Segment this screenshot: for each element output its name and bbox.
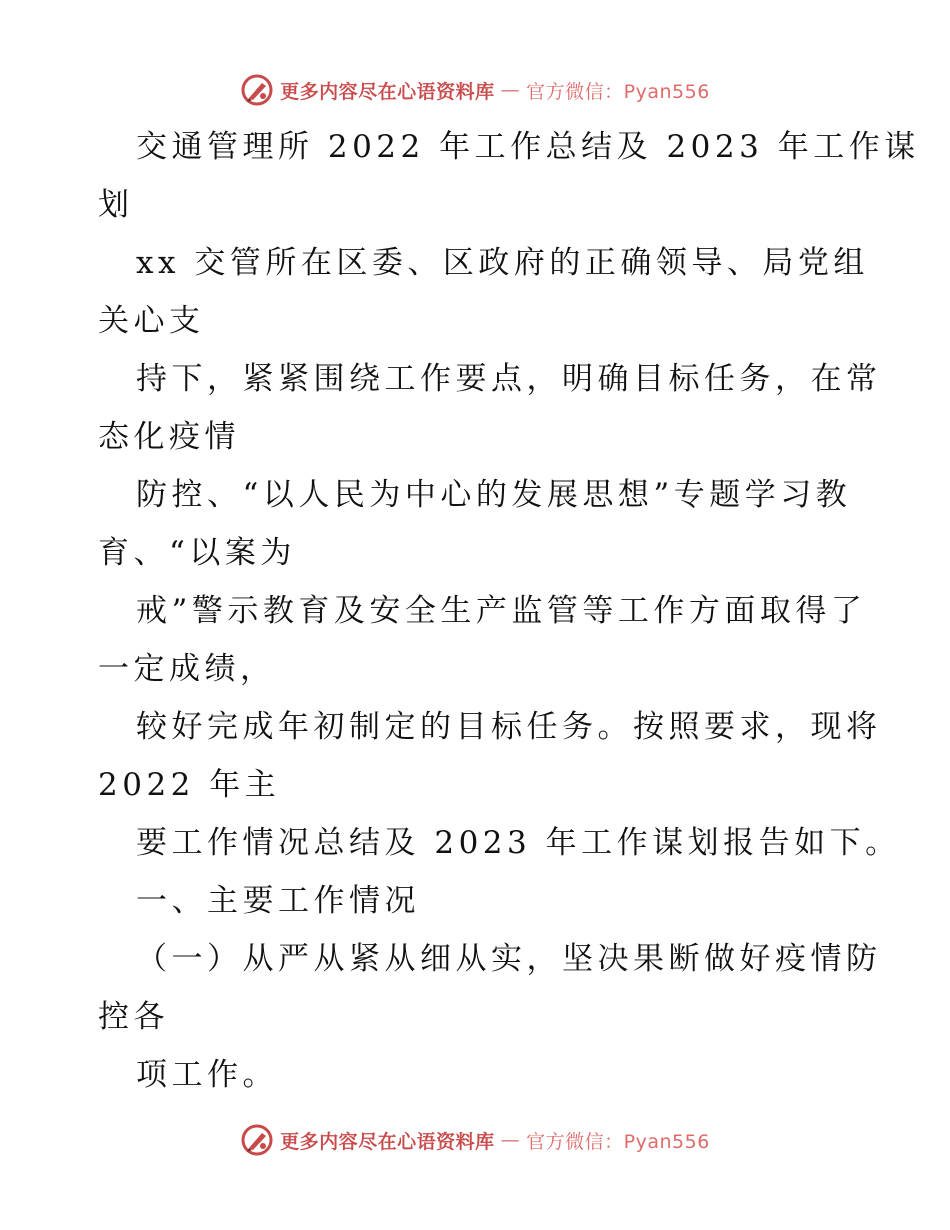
document-line: 一定成绩， (98, 651, 276, 687)
pen-circle-icon (240, 73, 274, 107)
document-line: 较好完成年初制定的目标任务。按照要求，现将 (136, 709, 882, 745)
header-watermark-banner (0, 70, 950, 110)
document-line: 一、主要工作情况 (136, 883, 420, 919)
document-line: 关心支 (98, 303, 205, 339)
banner-site-text: 更多内容尽在心语资料库 (280, 80, 495, 103)
footer-watermark-banner (0, 1120, 950, 1160)
banner-contact-text: 官方微信：Pyan556 (526, 80, 710, 103)
document-line: 要工作情况总结及 2023 年工作谋划报告如下。 (136, 825, 901, 861)
document-body (98, 118, 920, 1104)
document-line: 控各 (98, 999, 169, 1035)
document-line: 持下，紧紧围绕工作要点，明确目标任务，在常 (136, 361, 882, 397)
banner-site-text: 更多内容尽在心语资料库 (280, 1130, 495, 1153)
document-line: 戒”警示教育及安全生产监管等工作方面取得了 (136, 593, 867, 629)
document-line: 防控、“以人民为中心的发展思想”专题学习教 (136, 477, 852, 513)
document-line: 2022 年主 (98, 767, 281, 803)
pen-circle-icon (240, 1123, 274, 1157)
document-line: 态化疫情 (98, 419, 240, 455)
document-line: 交通管理所 2022 年工作总结及 2023 年工作谋 (136, 129, 920, 165)
document-line: 划 (98, 187, 134, 223)
banner-separator: — (500, 79, 521, 101)
document-line: 项工作。 (136, 1057, 278, 1093)
banner-contact-text: 官方微信：Pyan556 (526, 1130, 710, 1153)
document-line: （一）从严从紧从细从实，坚决果断做好疫情防 (136, 941, 882, 977)
document-line: 育、“以案为 (98, 535, 296, 571)
document-line: xx 交管所在区委、区政府的正确领导、局党组 (136, 245, 869, 281)
banner-separator: — (500, 1129, 521, 1151)
